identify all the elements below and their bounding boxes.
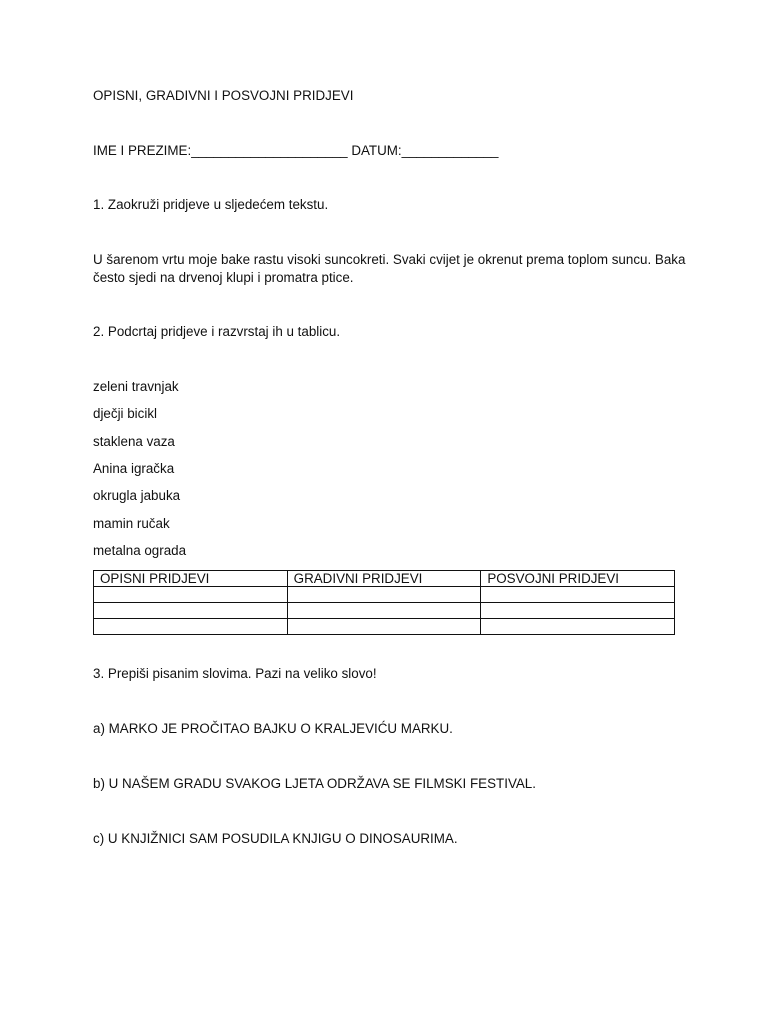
table-row (94, 619, 675, 635)
task1-text-line-1: U šarenom vrtu moje bake rastu visoki suncokreti. Svaki cvijet je okrenut prema toplom suncu. Baka (93, 252, 686, 267)
table-cell-opisni[interactable] (94, 619, 288, 635)
task3-item-b: b) U NAŠEM GRADU SVAKOG LJETA ODRŽAVA SE FILMSKI FESTIVAL. (93, 776, 536, 791)
task3-item-a: a) MARKO JE PROČITAO BAJKU O KRALJEVIĆU MARKU. (93, 721, 453, 736)
task3-heading: 3. Prepiši pisanim slovima. Pazi na veliko slovo! (93, 666, 377, 681)
task1-heading: 1. Zaokruži pridjeve u sljedećem tekstu. (93, 197, 329, 212)
table-cell-posvojni[interactable] (481, 603, 675, 619)
phrase-item: staklena vaza (93, 434, 175, 449)
worksheet-title: OPISNI, GRADIVNI I POSVOJNI PRIDJEVI (93, 88, 354, 103)
table-header-row (94, 571, 675, 587)
task2-heading: 2. Podcrtaj pridjeve i razvrstaj ih u tablicu. (93, 324, 341, 339)
table-row (94, 587, 675, 603)
adjective-classification-table (93, 570, 675, 635)
header-gradivni: GRADIVNI PRIDJEVI (287, 571, 481, 587)
task1-text-line-2: često sjedi na drvenoj klupi i promatra ptice. (93, 270, 354, 285)
header-posvojni: POSVOJNI PRIDJEVI (481, 571, 675, 587)
table-cell-gradivni[interactable] (287, 603, 481, 619)
task3-item-c: c) U KNJIŽNICI SAM POSUDILA KNJIGU O DINOSAURIMA. (93, 831, 458, 846)
table-cell-gradivni[interactable] (287, 587, 481, 603)
name-date-line: IME I PREZIME:_____________________ DATUM:_____________ (93, 143, 499, 158)
phrase-item: zeleni travnjak (93, 379, 179, 394)
table-cell-gradivni[interactable] (287, 619, 481, 635)
table-cell-opisni[interactable] (94, 587, 288, 603)
phrase-item: okrugla jabuka (93, 488, 181, 503)
phrase-item: mamin ručak (93, 516, 170, 531)
table-cell-opisni[interactable] (94, 603, 288, 619)
phrase-item: dječji bicikl (93, 406, 157, 421)
table-cell-posvojni[interactable] (481, 587, 675, 603)
table-cell-posvojni[interactable] (481, 619, 675, 635)
table-row (94, 603, 675, 619)
header-opisni: OPISNI PRIDJEVI (94, 571, 288, 587)
phrase-item: Anina igračka (93, 461, 175, 476)
phrase-item: metalna ograda (93, 543, 187, 558)
